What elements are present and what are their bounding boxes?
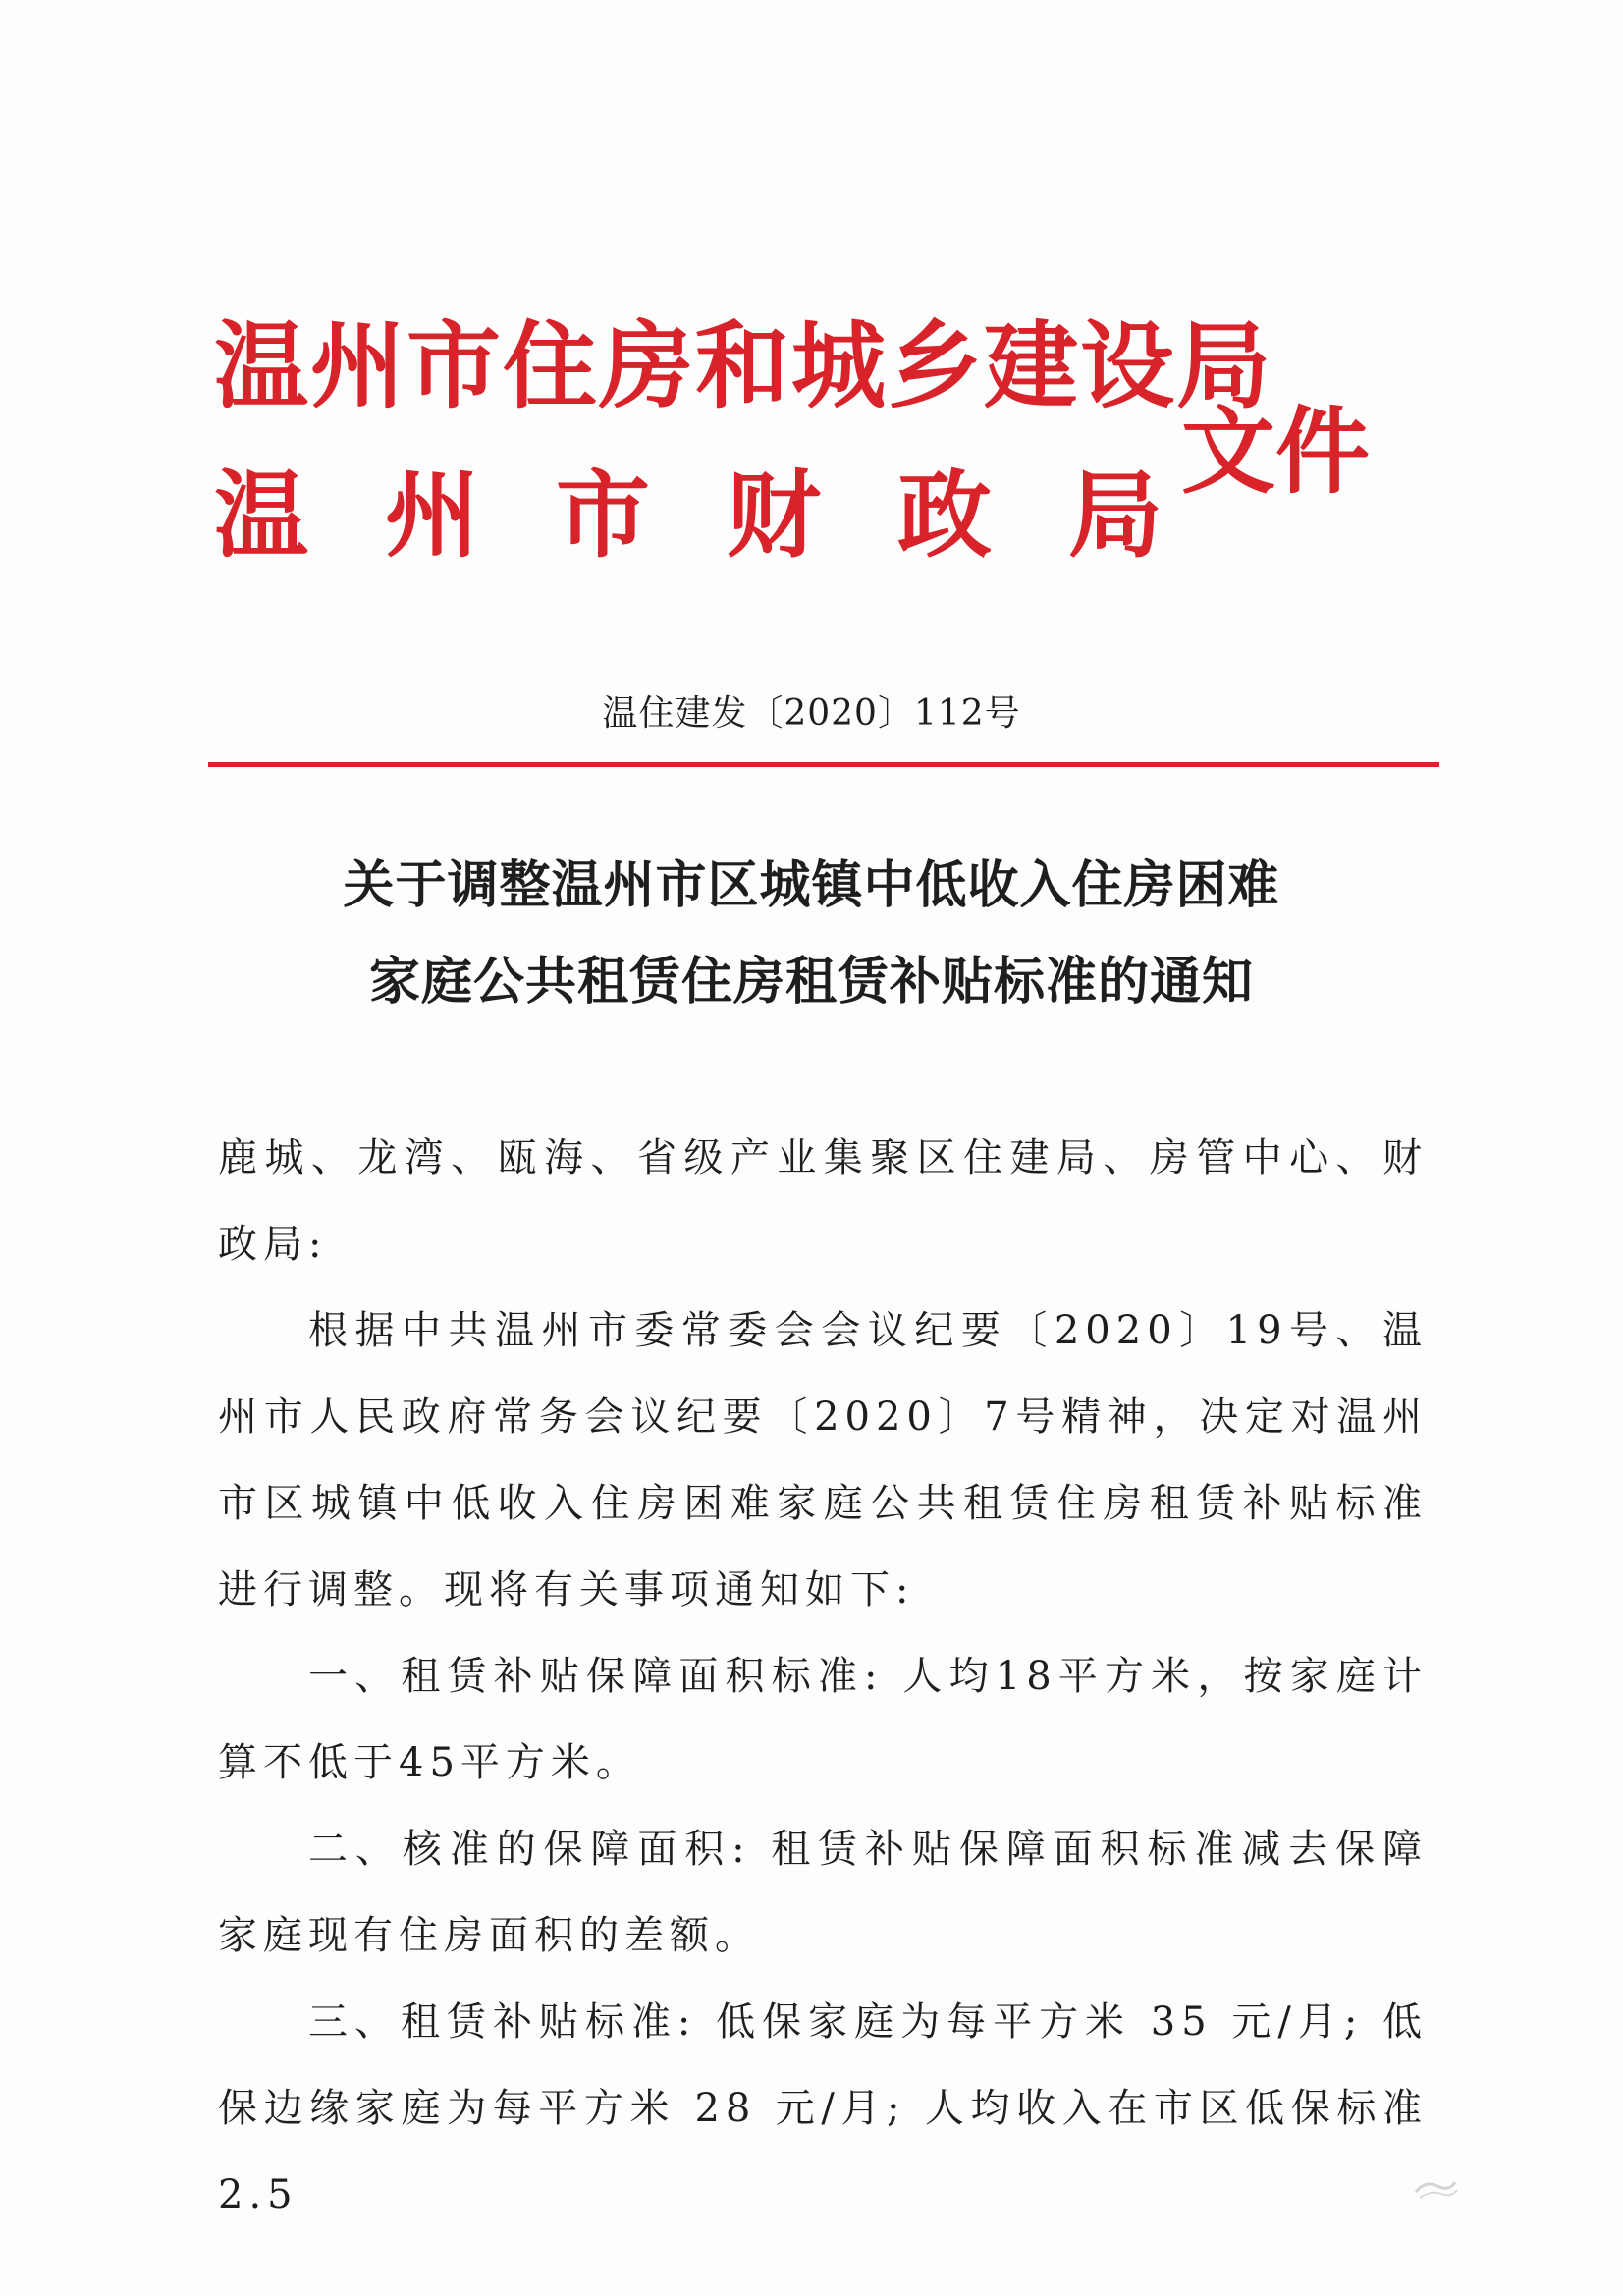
document-type-label: 文件 bbox=[1181, 397, 1370, 507]
issuer-name-finance-bureau: 温州市财政局 bbox=[214, 461, 1239, 571]
item-3-paragraph: 三、租赁补贴标准: 低保家庭为每平方米 35 元/月; 低保边缘家庭为每平方米 28 元/月; 人均收入在市区低保标准 2.5 bbox=[218, 1999, 1428, 2217]
document-title-line-2: 家庭公共租赁住房租赁补贴标准的通知 bbox=[368, 952, 1254, 1011]
document-number: 温住建发〔2020〕112号 bbox=[602, 693, 1021, 734]
issuer-name-housing-bureau: 温州市住房和城乡建设局 bbox=[214, 311, 1272, 421]
item-2-paragraph: 二、核准的保障面积: 租赁补贴保障面积标准减去保障家庭现有住房面积的差额。 bbox=[218, 1827, 1428, 1958]
document-header bbox=[214, 295, 1422, 629]
recipients-paragraph: 鹿城、龙湾、瓯海、省级产业集聚区住建局、房管中心、财政局: bbox=[218, 1135, 1428, 1267]
document-title-line-1: 关于调整温州市区城镇中低收入住房困难 bbox=[343, 855, 1280, 915]
red-divider-line bbox=[208, 762, 1439, 767]
scan-artifact-mark bbox=[1412, 2172, 1459, 2202]
document-body bbox=[218, 1115, 1428, 2238]
intro-paragraph: 根据中共温州市委常委会会议纪要〔2020〕19号、温州市人民政府常务会议纪要〔2020〕7号精神，决定对温州市区城镇中低收入住房困难家庭公共租赁住房租赁补贴标准进行调整。现将有关事项通知如下: bbox=[218, 1308, 1428, 1613]
item-1-paragraph: 一、租赁补贴保障面积标准: 人均18平方米，按家庭计算不低于45平方米。 bbox=[218, 1654, 1428, 1785]
